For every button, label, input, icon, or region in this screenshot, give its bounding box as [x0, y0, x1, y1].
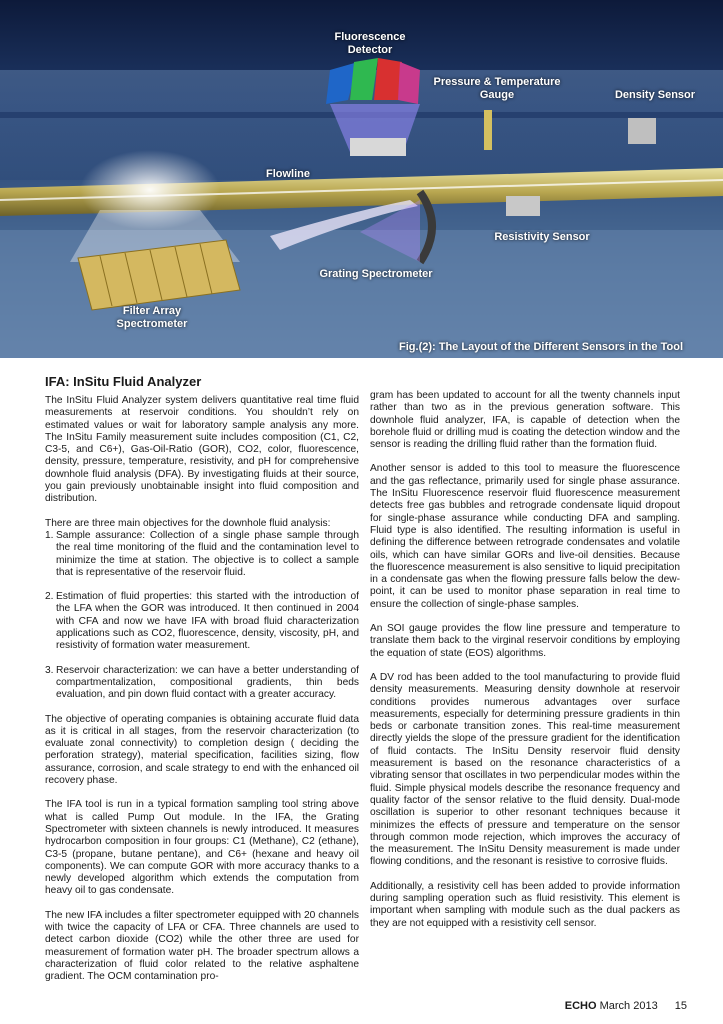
paragraph: A DV rod has been added to the tool manufacturing to provide fluid density measurements. Measuring density downhole at reservoir conditions provides numerous advantages over surface measurements, especially for determining pressure gradients in thin beds or carbonate transition zones. This real-time measurement directly yields the slope of the pressure gradient for the identification of fluid contacts. The InSitu Density reservoir fluid density measurement is based on the resonance characteristics of a vibrating sensor that oscillates in two perpendicular modes within the fluid. Simple physical models describe the resonance frequency and quality factor of the sensor relative to the fluid density. Dual-mode oscillation is superior to other resonant techniques because it minimizes the effects of pressure and temperature on the sensor through common mode rejection, which improves the accuracy of the measurement. The InSitu Density measurement is made under flowing conditions, and the resonant is resistive to corrosive fluids.: [370, 671, 680, 868]
label-filter-array-spectrometer: Filter Array Spectrometer: [116, 305, 188, 330]
objectives-intro: There are three main objectives for the downhole fluid analysis:: [45, 517, 331, 529]
paragraph: The InSitu Fluid Analyzer system delivers quantitative real time fluid measurements at reservoir conditions. You shouldn’t rely on estimated values or wait for laboratory sample analysis any more. The InSitu Family measurement suite includes composition (C1, C2, C3-5, and C6+), Gas-Oil-Ratio (GOR), CO2, color, fluorescence, density, pressure, temperature, resistivity, and pH for comprehensive downhole fluid analysis (DFA). By investigating fluids at their source, you gain previously unobtainable insight into fluid composition and distribution.: [45, 395, 359, 505]
label-resistivity-sensor: Resistivity Sensor: [494, 231, 590, 243]
sensor-layout-figure: [0, 0, 723, 358]
right-column: [370, 390, 680, 942]
label-fluorescence-detector: Fluorescence Detector: [334, 31, 406, 56]
figure-caption: Fig.(2): The Layout of the Different Sensors in the Tool: [399, 341, 683, 353]
pressure-gauge-rod: [484, 110, 492, 150]
resistivity-sensor-body: [506, 196, 540, 216]
paragraph: The new IFA includes a filter spectrometer equipped with 20 channels with twice the capacity of LFA or CFA. Three channels are used to detect carbon dioxide (CO2) while the other three are used for measurement of formation water pH. The broader spectrum allows a characterization of fluid color related to the relative asphaltene gradient. The OCM contamination pro-: [45, 909, 359, 983]
label-density-sensor: Density Sensor: [614, 89, 696, 101]
left-column: [45, 374, 359, 995]
label-flowline: Flowline: [266, 168, 310, 180]
page-footer: [565, 1000, 687, 1012]
paragraph: An SOI gauge provides the flow line pressure and temperature to translate them back to the virginal reservoir conditions by employing the equation of state (EOS) algorithms.: [370, 623, 680, 659]
objectives-list: [45, 530, 359, 702]
paragraph: Additionally, a resistivity cell has been added to provide information during sampling operation such as fluid resistivity. This element is important when sampling with module such as the dual packers as they are not equipped with a resistivity cell sensor.: [370, 880, 680, 929]
page-number: 15: [674, 1000, 687, 1012]
label-grating-spectrometer: Grating Spectrometer: [319, 268, 433, 280]
detector-red: [374, 58, 402, 100]
density-sensor-body: [628, 118, 656, 144]
detector-base: [350, 138, 406, 156]
list-item: 3. Reservoir characterization: we can have a better understanding of compartmentalization, compositional gradients, thin beds evaluation, and pin down fluid contact with a greater accuracy.: [45, 664, 359, 701]
list-item: 2. Estimation of fluid properties: this started with the introduction of the LFA when the GOR was introduced. It then continued in 2004 with CFA and now we have IFA with broad fluid characterization applications such as CO2, fluorescence, density, viscosity, pH, and resistivity of formation water measurement.: [45, 591, 359, 652]
article-title: IFA: InSitu Fluid Analyzer: [45, 374, 202, 389]
paragraph: gram has been updated to account for all the twenty channels input rather than two as in the previous generation software. This downhole fluid analyzer, IFA, is capable of detection when the borehole fluid or drilling mud is coating the detection window and the sensor is reading the drilling fluid rather than the formation fluid.: [370, 390, 680, 451]
paragraph: The IFA tool is run in a typical formation sampling tool string above what is called Pump Out module. In the IFA, the Grating Spectrometer with sixteen channels is newly introduced. It measures hydrocarbon composition in four groups: C1 (Methane), C2 (ethane), C3-5 (propane, butane pentane), and C6+ (hexane and heavy oil components). We can compute GOR with more accuracy thanks to a newly developed algorithm which extends the computation from heavy oil to gas condensate.: [45, 799, 359, 897]
paragraph: Another sensor is added to this tool to measure the fluorescence and the gas reflectance, primarily used for single phase assurance. The InSitu Fluorescence reservoir fluid fluorescence measurement detects free gas bubbles and retrograde condensate liquid dropout for single-phase assurance while conducting DFA and sampling. Fluid type is also identified. The resulting information is useful in defining the difference between retrograde condensates and volatile oils, which can have similar GORs and live-oil densities. Because the fluorescence measurement is also sensitive to liquid precipitation in a condensate gas when the flowing pressure falls below the dew-point, it can be used to monitor phase separation in real time to ensure the collection of single-phase samples.: [370, 463, 680, 610]
list-item: 1. Sample assurance: Collection of a single phase sample through the real time monitoring of the fluid and the contamination level to minimize the time at station. The objective is to collect a sample that is representative of the reservoir fluid.: [45, 529, 359, 578]
issue-date: March 2013: [599, 1000, 658, 1012]
paragraph: The objective of operating companies is obtaining accurate fluid data as it is critical in all stages, from the reservoir characterization (to evaluate zonal connectivity) to completion design ( deciding the perforation strategy), material specification, facilities sizing, flow assurance, corrosion, and scale strategy to end with the enhanced oil recovery phase.: [45, 713, 359, 787]
magazine-brand: ECHO: [564, 1000, 597, 1012]
grating-mirror: [420, 192, 432, 262]
label-pressure-temperature-gauge: Pressure & Temperature Gauge: [433, 76, 561, 101]
detector-magenta: [398, 62, 420, 104]
